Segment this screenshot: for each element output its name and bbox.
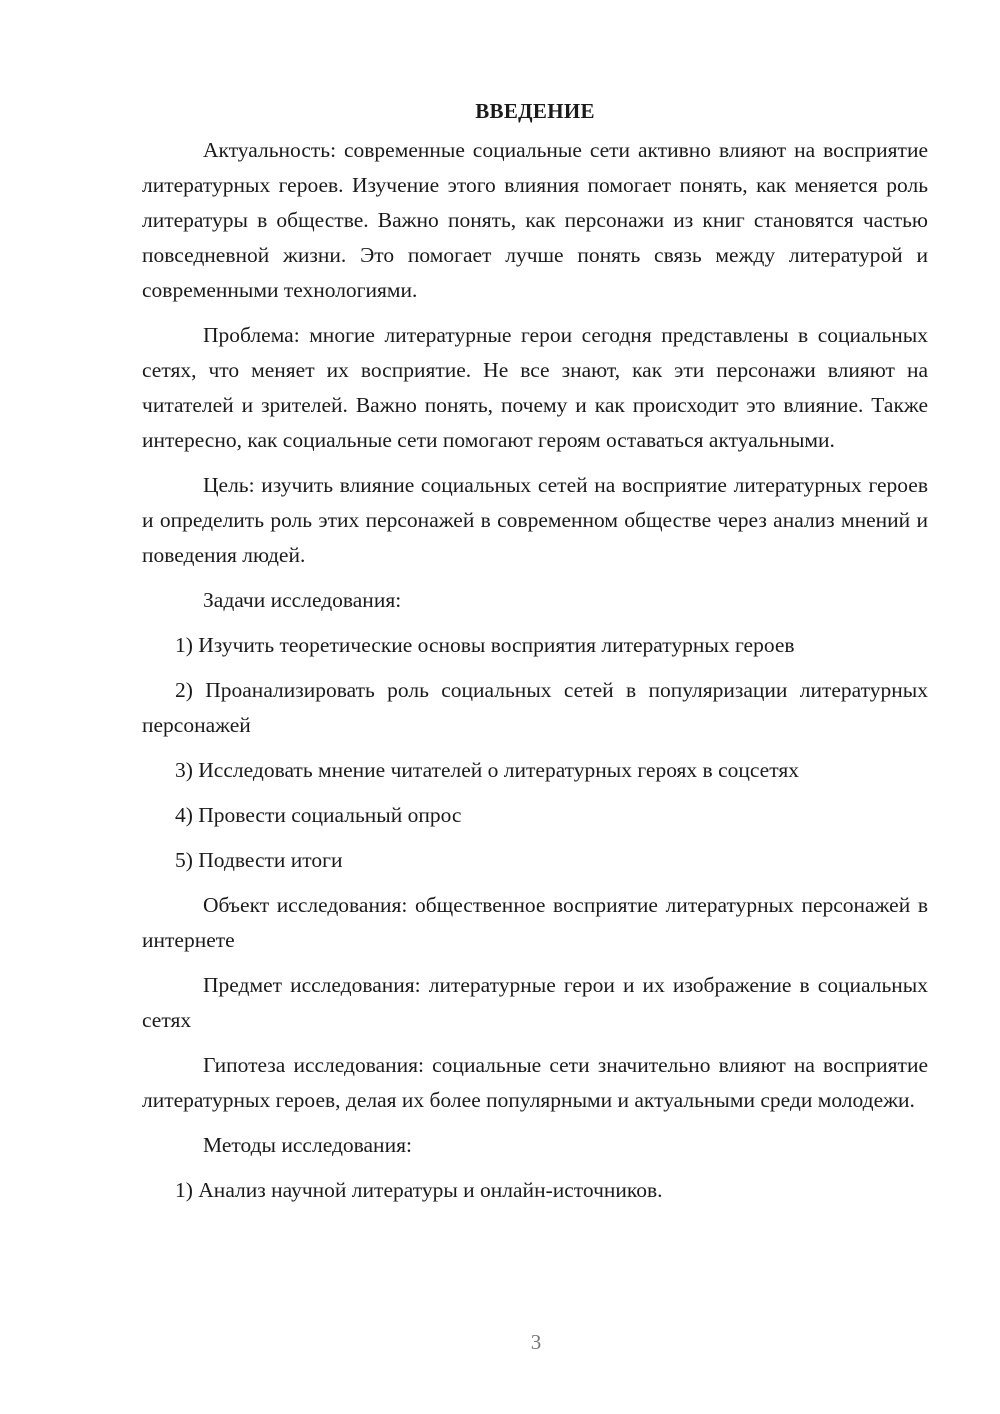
paragraph-hypothesis: Гипотеза исследования: социальные сети значительно влияют на восприятие литературных героев, делая их более популярными и актуальными среди молодежи. xyxy=(142,1053,928,1112)
paragraph-goal: Цель: изучить влияние социальных сетей на восприятие литературных героев и определить роль этих персонажей в современном обществе через анализ мнений и поведения людей. xyxy=(142,473,928,567)
paragraph-problem: Проблема: многие литературные герои сегодня представлены в социальных сетях, что меняет их восприятие. Не все знают, как эти персонажи влияют на читателей и зрителей. Важно понять, почему и как происходит это влияние. Также интересно, как социальные сети помогают героям оставаться актуальными. xyxy=(142,323,928,452)
paragraph-subject: Предмет исследования: литературные герои и их изображение в социальных сетях xyxy=(142,973,928,1032)
tasks-heading: Задачи исследования: xyxy=(203,588,402,612)
document-page xyxy=(142,95,928,1218)
page-number: 3 xyxy=(530,1330,542,1354)
paragraph-relevance: Актуальность: современные социальные сети активно влияют на восприятие литературных героев. Изучение этого влияния помогает понять, как меняется роль литературы в обществе. Важно понять, как персонажи из книг становятся частью повседневной жизни. Это помогает лучше понять связь между литературой и современными технологиями. xyxy=(142,138,928,302)
methods-heading: Методы исследования: xyxy=(203,1133,412,1157)
task-item: 5) Подвести итоги xyxy=(175,848,343,872)
paragraph-object: Объект исследования: общественное восприятие литературных персонажей в интернете xyxy=(142,893,928,952)
method-item: 1) Анализ научной литературы и онлайн-источников. xyxy=(175,1178,663,1202)
task-item: 4) Провести социальный опрос xyxy=(175,803,462,827)
document-title: ВВЕДЕНИЕ xyxy=(475,99,595,123)
task-item: 1) Изучить теоретические основы восприятия литературных героев xyxy=(175,633,795,657)
task-item: 2) Проанализировать роль социальных сетей в популяризации литературных персонажей xyxy=(142,678,928,737)
task-item: 3) Исследовать мнение читателей о литературных героях в соцсетях xyxy=(175,758,799,782)
